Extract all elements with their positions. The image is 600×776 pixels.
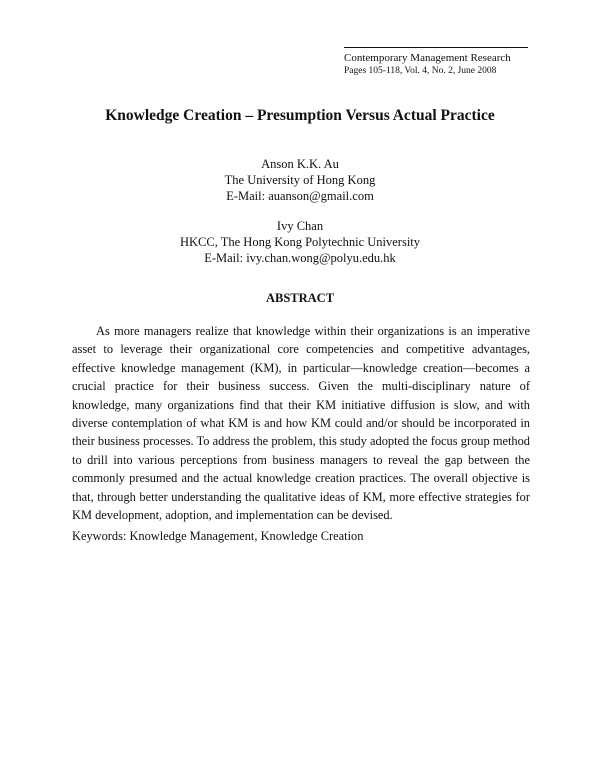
author-block-2 — [0, 218, 600, 266]
author-email: E-Mail: ivy.chan.wong@polyu.edu.hk — [204, 251, 396, 265]
author-name: Ivy Chan — [276, 219, 324, 233]
author-block-1 — [0, 156, 600, 204]
author-affiliation: HKCC, The Hong Kong Polytechnic University — [179, 235, 421, 249]
journal-name: Contemporary Management Research — [344, 52, 511, 64]
journal-citation: Pages 105-118, Vol. 4, No. 2, June 2008 — [344, 66, 497, 76]
abstract-heading: ABSTRACT — [265, 291, 335, 305]
abstract-text: As more managers realize that knowledge within their organizations is an imperative asset to leverage their organizational core competencies and competitive advantages, effective knowledge management (KM), in particular—knowledge creation—becomes a crucial practice for their business success. Given the multi-disciplinary nature of knowledge, many organizations find that their KM initiative diffusion is slow, and with diverse contemplation of what KM is and how KM could and/or should be incorporated in their business processes. To address the problem, this study adopted the focus group method to drill into various perceptions from business managers to reveal the gap between the commonly presumed and the actual knowledge creation practices. The overall objective is that, through better understanding the qualitative ideas of KM, more effective strategies for KM development, adoption, and implementation can be devised. — [72, 324, 530, 523]
journal-header — [344, 47, 528, 78]
author-name: Anson K.K. Au — [261, 157, 339, 171]
author-affiliation: The University of Hong Kong — [224, 173, 376, 187]
keywords: Keywords: Knowledge Management, Knowledge Creation — [72, 529, 364, 543]
paper-title: Knowledge Creation – Presumption Versus Actual Practice — [105, 107, 495, 124]
author-email: E-Mail: auanson@gmail.com — [226, 189, 374, 203]
